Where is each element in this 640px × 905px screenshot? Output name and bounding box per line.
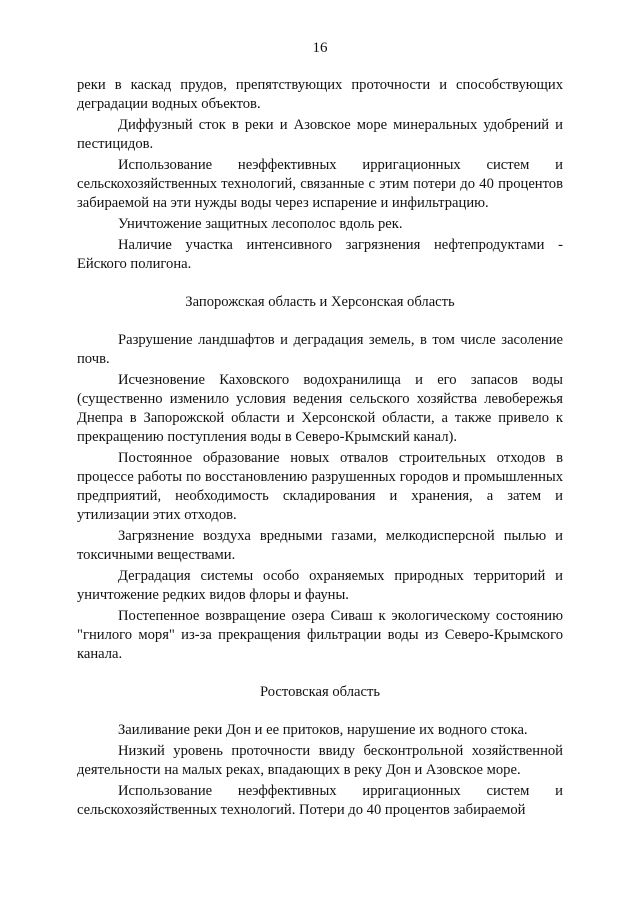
paragraph-forest-belts: Уничтожение защитных лесополос вдоль рек. xyxy=(118,216,403,232)
paragraph-oil-pollution: Наличие участка интенсивного загрязнения нефтепродуктами - Ейского полигона. xyxy=(77,237,563,272)
paragraph-irrigation-losses: Использование неэффективных ирригационных систем и сельскохозяйственных технологий, связанные с этим потери до 40 процентов забираемой на эти нужды воды через испарение и инфильтрацию. xyxy=(77,157,563,211)
paragraph-rivers-cascade: реки в каскад прудов, препятствующих проточности и способствующих деградации водных объектов. xyxy=(77,77,563,112)
paragraph-kakhovka-reservoir: Исчезновение Каховского водохранилища и его запасов воды (существенно изменило условия ведения сельского хозяйства левобережья Днепра в Запорожской области и Херсонской области, а также привело к прекращению поступления воды в Северо-Крымский канал). xyxy=(77,372,563,445)
paragraph-irrigation-rostov: Использование неэффективных ирригационных систем и сельскохозяйственных технологий. Потери до 40 процентов забираемой xyxy=(77,783,563,818)
paragraph-don-silting: Заиливание реки Дон и ее притоков, нарушение их водного стока. xyxy=(118,722,528,738)
page-number: 16 xyxy=(312,40,328,56)
paragraph-air-pollution: Загрязнение воздуха вредными газами, мелкодисперсной пылью и токсичными веществами. xyxy=(77,528,563,563)
paragraph-sivash-lake: Постепенное возвращение озера Сиваш к экологическому состоянию "гнилого моря" из-за прекращения фильтрации воды из Северо-Крымского канала. xyxy=(77,608,563,662)
heading-rostov: Ростовская область xyxy=(260,684,380,700)
document-body xyxy=(77,76,563,822)
paragraph-land-degradation: Разрушение ландшафтов и деградация земель, в том числе засоление почв. xyxy=(77,332,563,367)
paragraph-protected-areas: Деградация системы особо охраняемых природных территорий и уничтожение редких видов флоры и фауны. xyxy=(77,568,563,603)
paragraph-construction-waste: Постоянное образование новых отвалов строительных отходов в процессе работы по восстановлению разрушенных городов и промышленных предприятий, необходимость складирования и хранения, а затем и утилизации этих отходов. xyxy=(77,450,563,523)
paragraph-diffuse-runoff: Диффузный сток в реки и Азовское море минеральных удобрений и пестицидов. xyxy=(77,117,563,152)
paragraph-low-flow: Низкий уровень проточности ввиду бесконтрольной хозяйственной деятельности на малых реках, впадающих в реку Дон и Азовское море. xyxy=(77,743,563,778)
heading-zaporozhye-kherson: Запорожская область и Херсонская область xyxy=(185,294,455,310)
